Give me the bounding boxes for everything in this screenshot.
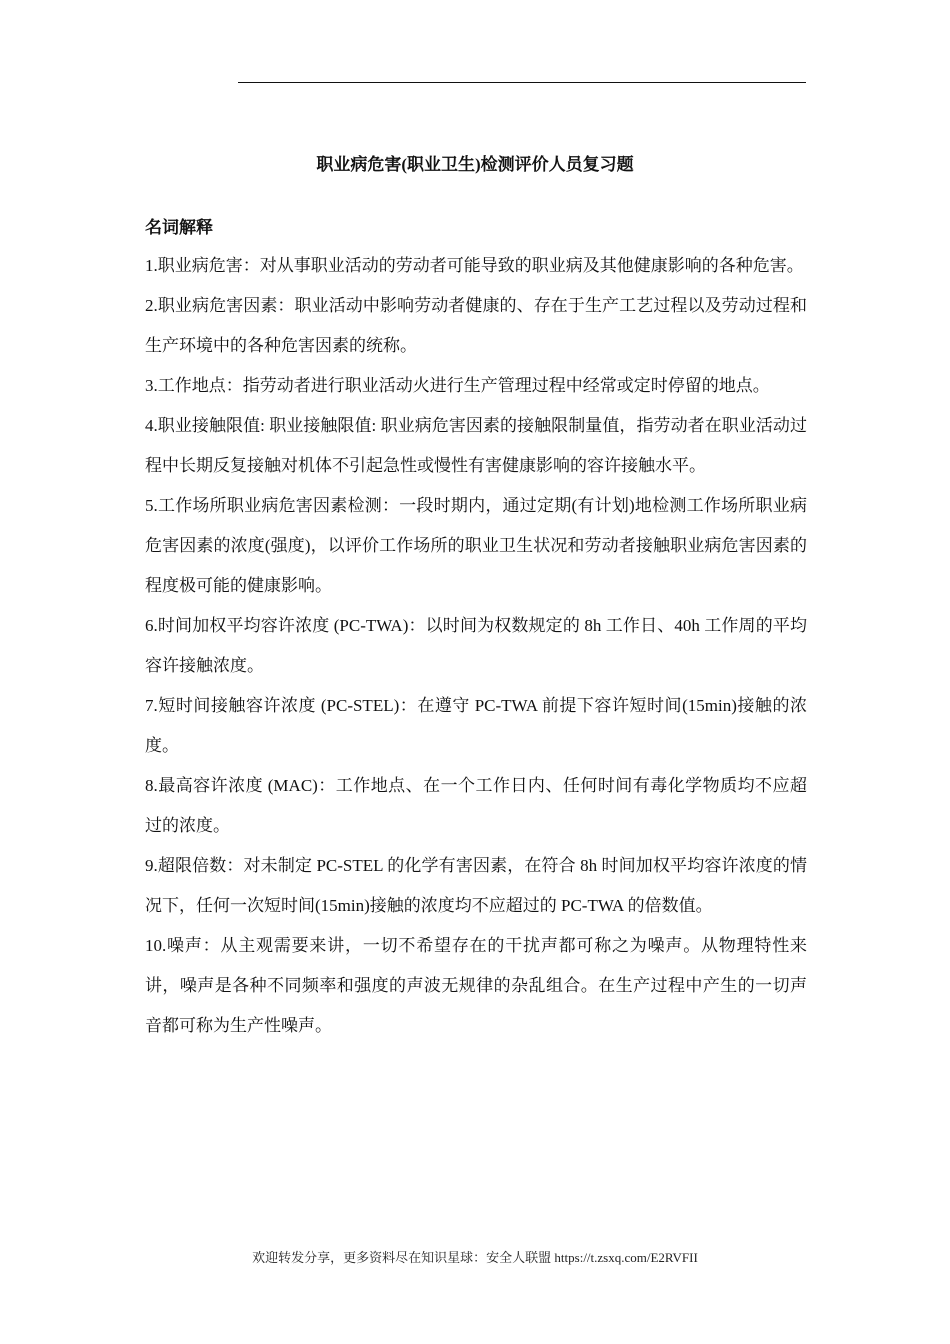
section-heading: 名词解释: [145, 218, 213, 237]
term-definition-7: 7.短时间接触容许浓度 (PC-STEL)：在遵守 PC-TWA 前提下容许短时间(15min)接触的浓度。: [145, 696, 807, 755]
document-title: 职业病危害(职业卫生)检测评价人员复习题: [316, 155, 634, 174]
term-definition-1: 1.职业病危害：对从事职业活动的劳动者可能导致的职业病及其他健康影响的各种危害。: [145, 256, 804, 275]
term-definition-10: 10.噪声：从主观需要来讲，一切不希望存在的干扰声都可称之为噪声。从物理特性来讲，噪声是各种不同频率和强度的声波无规律的杂乱组合。在生产过程中产生的一切声音都可称为生产性噪声。: [145, 936, 807, 1035]
term-definition-3: 3.工作地点：指劳动者进行职业活动火进行生产管理过程中经常或定时停留的地点。: [145, 376, 770, 395]
term-definition-9: 9.超限倍数：对未制定 PC-STEL 的化学有害因素，在符合 8h 时间加权平均容许浓度的情况下，任何一次短时间(15min)接触的浓度均不应超过的 PC-TWA 的倍数值。: [145, 856, 807, 915]
term-definition-5: 5.工作场所职业病危害因素检测：一段时期内，通过定期(有计划)地检测工作场所职业病危害因素的浓度(强度)，以评价工作场所的职业卫生状况和劳动者接触职业病危害因素的程度极可能的健康影响。: [145, 496, 807, 595]
header-rule: [238, 82, 806, 83]
term-definition-6: 6.时间加权平均容许浓度 (PC-TWA)：以时间为权数规定的 8h 工作日、40h 工作周的平均容许接触浓度。: [145, 616, 807, 675]
term-definition-2: 2.职业病危害因素：职业活动中影响劳动者健康的、存在于生产工艺过程以及劳动过程和生产环境中的各种危害因素的统称。: [145, 296, 807, 355]
term-definition-8: 8.最高容许浓度 (MAC)：工作地点、在一个工作日内、任何时间有毒化学物质均不应超过的浓度。: [145, 776, 807, 835]
term-definition-4: 4.职业接触限值: 职业接触限值: 职业病危害因素的接触限制量值，指劳动者在职业活动过程中长期反复接触对机体不引起急性或慢性有害健康影响的容许接触水平。: [145, 416, 807, 475]
page-footer: 欢迎转发分享，更多资料尽在知识星球：安全人联盟 https://t.zsxq.com/E2RVFII: [252, 1250, 698, 1265]
document-body: [145, 214, 807, 1046]
